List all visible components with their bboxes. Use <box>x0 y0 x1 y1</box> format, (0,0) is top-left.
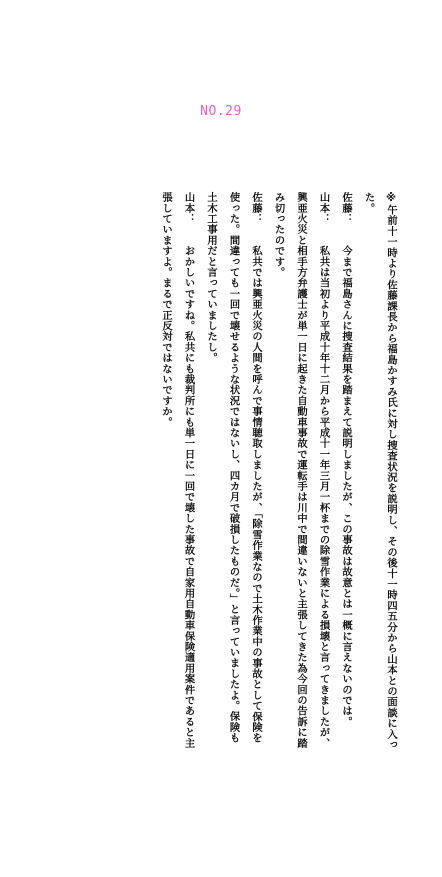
dialogue-entry <box>155 192 200 752</box>
dialogue-text: 私共では興亜火災の人間を呼んで事情聴取しましたが、「除雪作業なので土木作業中の事故として保険を使った。間違っても一回で壊せるような状況ではないし、四カ月で破損したものだ。」と言っていましたよ。保険も土木工事用だと言っていましたし。 <box>205 192 262 744</box>
page-number: NO.29 <box>200 104 242 119</box>
transcript-note: ※午前十一時より佐藤課長から福島かすみ氏に対し捜査状況を説明し、その後十一時四五分から山本との面談に入った。 <box>362 192 397 751</box>
transcript-body <box>155 192 403 752</box>
dialogue-entry <box>267 192 335 752</box>
speaker-label: 佐藤： <box>250 192 262 225</box>
dialogue-entry <box>200 192 268 752</box>
speaker-label: 佐藤： <box>340 192 352 225</box>
dialogue-entry <box>335 192 358 752</box>
speaker-label: 山本： <box>182 192 195 225</box>
dialogue-text: おかしいですね。私共にも裁判所にも単一日に一回で壊した事故で自家用自動車保険適用案件であると主張していますよ。まるで正反対ではないですか。 <box>160 192 195 749</box>
dialogue-text: 今まで福島さんに捜査結果を踏まえて説明しましたが、この事故は故意とは一概に言えないのでは。 <box>340 245 352 728</box>
speaker-label: 山本： <box>317 192 330 225</box>
dialogue-text: 私共は当初より平成十年十二月から平成十一年三月一杯までの除雪作業による損壊と言ってきましたが、興亜火災と相手方弁護士が単一日に起きた自動車事故で運転手は川中で間違いないと主張してきた為今回の告訴に踏み切ったのです。 <box>272 192 330 749</box>
